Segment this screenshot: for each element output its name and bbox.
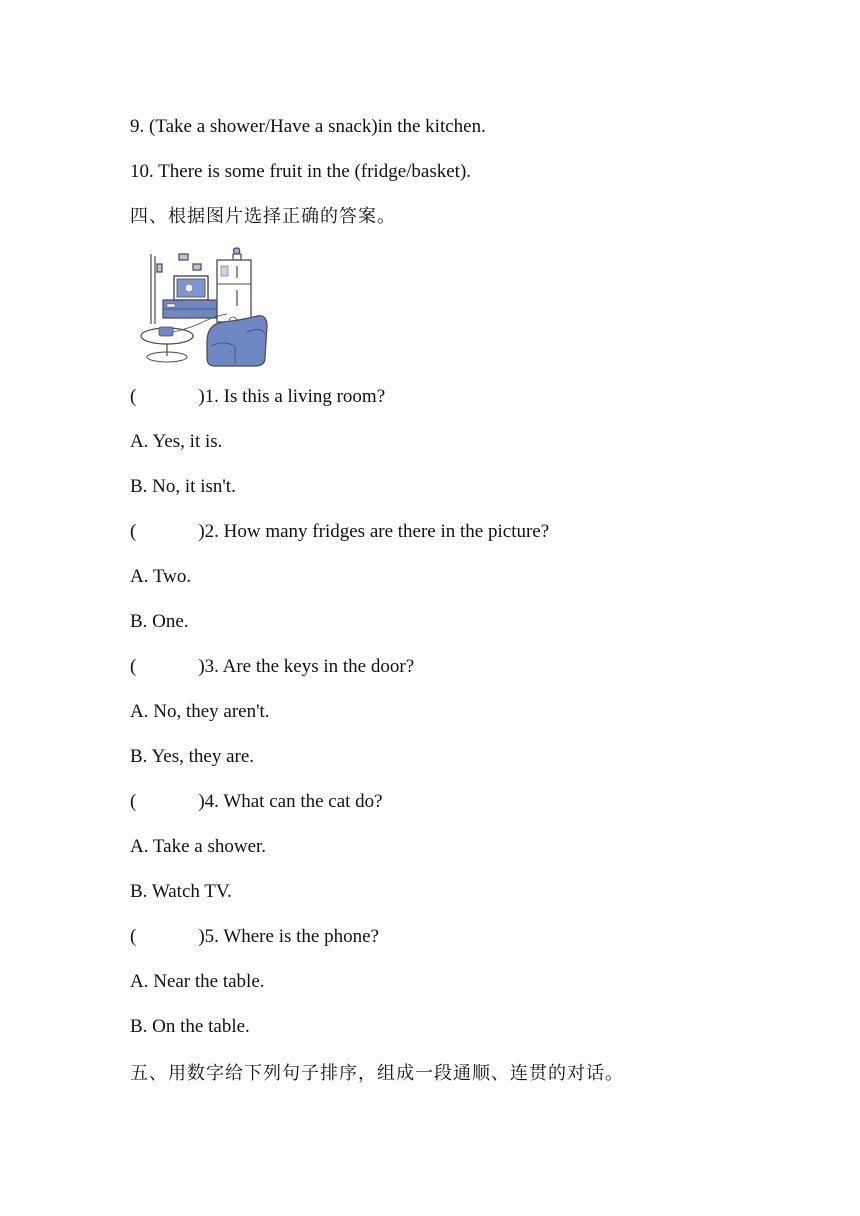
answer-blank-open: ( — [130, 791, 137, 812]
question-2 — [130, 520, 549, 544]
q1-option-b: B. No, it isn't. — [130, 476, 236, 497]
q2-option-a: A. Two. — [130, 566, 192, 587]
question-4 — [130, 790, 383, 814]
answer-blank-close: ) — [198, 521, 205, 542]
question-1 — [130, 385, 385, 409]
question-text: 1. Is this a living room? — [204, 386, 386, 407]
q4-option-b: B. Watch TV. — [130, 881, 232, 902]
q4-option-a: A. Take a shower. — [130, 836, 267, 857]
answer-blank-open: ( — [130, 656, 137, 677]
item-9: 9. (Take a shower/Have a snack)in the kitchen. — [130, 116, 486, 137]
section-4-heading: 四、根据图片选择正确的答案。 — [130, 206, 396, 227]
q2-option-b: B. One. — [130, 611, 189, 632]
answer-blank-close: ) — [198, 926, 205, 947]
answer-blank-close: ) — [198, 656, 205, 677]
question-text: 5. Where is the phone? — [204, 926, 379, 947]
q3-option-b: B. Yes, they are. — [130, 746, 255, 767]
item-10: 10. There is some fruit in the (fridge/basket). — [130, 161, 472, 182]
living-room-illustration — [137, 246, 271, 370]
question-3 — [130, 655, 414, 679]
answer-blank-open: ( — [130, 521, 137, 542]
answer-blank-close: ) — [198, 386, 205, 407]
q5-option-b: B. On the table. — [130, 1016, 250, 1037]
answer-blank-open: ( — [130, 386, 137, 407]
question-5 — [130, 925, 379, 949]
q3-option-a: A. No, they aren't. — [130, 701, 270, 722]
q1-option-a: A. Yes, it is. — [130, 431, 223, 452]
answer-blank-open: ( — [130, 926, 137, 947]
question-text: 3. Are the keys in the door? — [204, 656, 415, 677]
section-5-heading: 五、用数字给下列句子排序，组成一段通顺、连贯的对话。 — [130, 1063, 624, 1084]
question-text: 2. How many fridges are there in the picture? — [204, 521, 550, 542]
answer-blank-close: ) — [198, 791, 205, 812]
question-text: 4. What can the cat do? — [204, 791, 383, 812]
q5-option-a: A. Near the table. — [130, 971, 265, 992]
